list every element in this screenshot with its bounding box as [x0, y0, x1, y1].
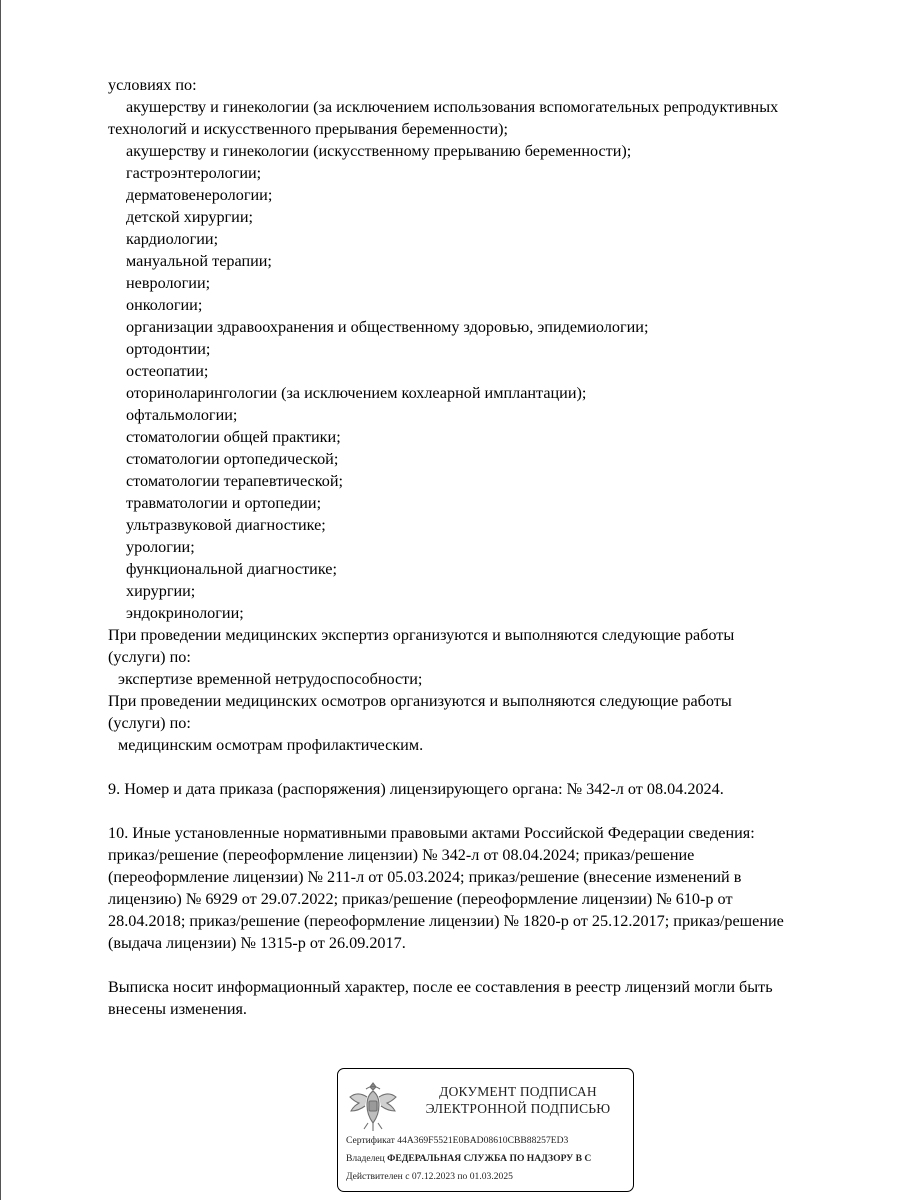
owner-label: Владелец	[346, 1153, 385, 1164]
disclaimer	[108, 976, 873, 1020]
list-item: травматологии и ортопедии;	[126, 494, 322, 512]
list-item: ортодонтии;	[126, 340, 211, 358]
list-item: офтальмологии;	[126, 406, 238, 424]
list-item: стоматологии общей практики;	[126, 428, 341, 446]
stamp-validity: Действителен с 07.12.2023 по 01.03.2025	[346, 1171, 513, 1182]
section-10	[108, 822, 873, 954]
section-10-line: приказ/решение (переоформление лицензии) № 342-л от 08.04.2024; приказ/решение	[108, 846, 695, 864]
owner-value: ФЕДЕРАЛЬНАЯ СЛУЖБА ПО НАДЗОРУ В С	[387, 1153, 592, 1164]
list-item: кардиологии;	[126, 230, 219, 248]
exams-heading-cont: (услуги) по:	[108, 714, 191, 732]
cert-value: 44A369F5521E0BAD08610CBB88257ED3	[397, 1135, 569, 1146]
stamp-owner	[346, 1153, 591, 1165]
list-item: остеопатии;	[126, 362, 209, 380]
list-item: онкологии;	[126, 296, 203, 314]
list-item: стоматологии терапевтической;	[126, 472, 344, 490]
section-10-line: 28.04.2018; приказ/решение (переоформление лицензии) № 1820-р от 25.12.2017; приказ/решение	[108, 912, 784, 930]
expertise-item: экспертизе временной нетрудоспособности;	[118, 670, 423, 688]
section-10-line: (выдача лицензии) № 1315-р от 26.09.2017.	[108, 934, 406, 952]
section-9: 9. Номер и дата приказа (распоряжения) лицензирующего органа: № 342-л от 08.04.2024.	[108, 780, 724, 798]
list-item: дерматовенерологии;	[126, 186, 273, 204]
list-item-continuation: технологий и искусственного прерывания беременности);	[108, 120, 509, 138]
activity-list	[108, 140, 873, 624]
stamp-title-line: ЭЛЕКТРОННОЙ ПОДПИСЬЮ	[425, 1101, 611, 1116]
stamp-title-line: ДОКУМЕНТ ПОДПИСАН	[439, 1084, 597, 1099]
list-item: стоматологии ортопедической;	[126, 450, 339, 468]
section-10-line: 10. Иные установленные нормативными правовыми актами Российской Федерации сведения:	[108, 824, 755, 842]
document-body	[108, 74, 873, 1020]
stamp-certificate	[346, 1135, 568, 1147]
list-item: мануальной терапии;	[126, 252, 272, 270]
exams-heading: При проведении медицинских осмотров организуются и выполняются следующие работы	[108, 692, 732, 710]
section-10-line: (переоформление лицензии) № 211-л от 05.03.2024; приказ/решение (внесение изменений в	[108, 868, 742, 886]
list-item: урологии;	[126, 538, 195, 556]
intro-line: условиях по:	[108, 76, 197, 94]
list-item: хирургии;	[126, 582, 196, 600]
electronic-signature-stamp	[337, 1068, 634, 1192]
list-item: гастроэнтерологии;	[126, 164, 262, 182]
disclaimer-line: внесены изменения.	[108, 1000, 247, 1018]
page-left-edge	[0, 0, 1, 1200]
list-item: акушерству и гинекологии (за исключением использования вспомогательных репродуктивных	[126, 98, 779, 116]
list-item: эндокринологии;	[126, 604, 244, 622]
list-item: детской хирургии;	[126, 208, 254, 226]
list-item: ультразвуковой диагностике;	[126, 516, 326, 534]
disclaimer-line: Выписка носит информационный характер, после ее составления в реестр лицензий могли быть	[108, 978, 773, 996]
list-item: акушерству и гинекологии (искусственному прерыванию беременности);	[126, 142, 632, 160]
stamp-title	[408, 1083, 628, 1117]
expertise-heading-cont: (услуги) по:	[108, 648, 191, 666]
exams-item: медицинским осмотрам профилактическим.	[118, 736, 424, 754]
list-item: оториноларингологии (за исключением кохлеарной имплантации);	[126, 384, 587, 402]
list-item: неврологии;	[126, 274, 211, 292]
list-item: организации здравоохранения и общественному здоровью, эпидемиологии;	[126, 318, 649, 336]
section-10-line: лицензию) № 6929 от 29.07.2022; приказ/решение (переоформление лицензии) № 610-р от	[108, 890, 733, 908]
coat-of-arms-icon	[346, 1077, 400, 1135]
expertise-heading: При проведении медицинских экспертиз организуются и выполняются следующие работы	[108, 626, 735, 644]
list-item: функциональной диагностике;	[126, 560, 337, 578]
cert-label: Сертификат	[346, 1135, 395, 1146]
